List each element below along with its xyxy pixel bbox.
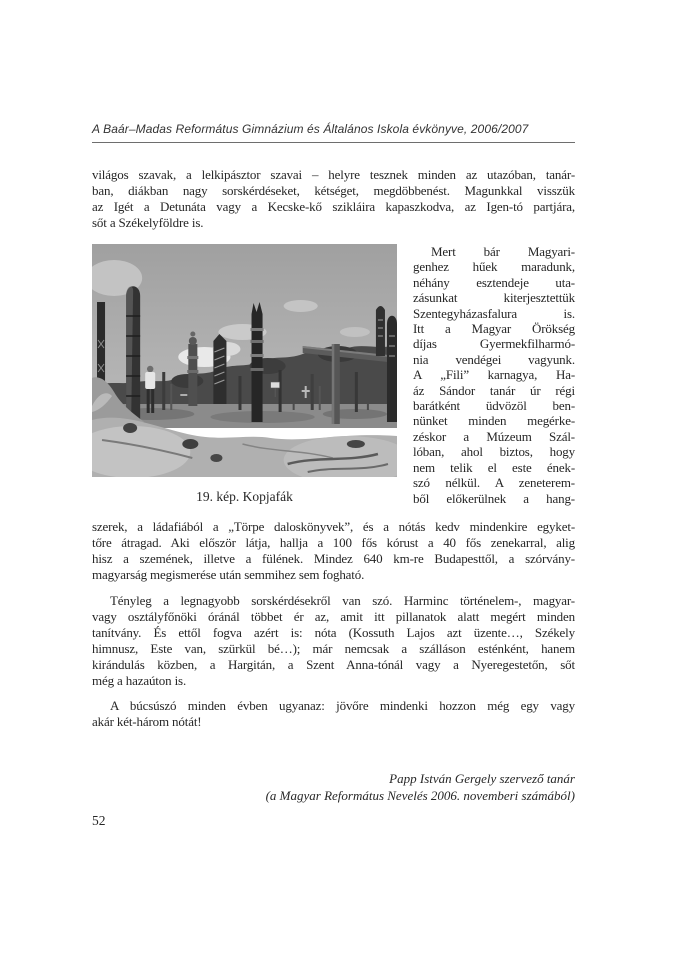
text-line: A „Fili” karnagya, Ha- <box>413 367 575 383</box>
text-line: Mert bár Magyari- <box>431 244 575 259</box>
text-line: az Igét a Detunáta vagy a Kecske-kő szikláira kapaszkodva, az Igen-tó partjára, <box>92 199 575 214</box>
text-line: ban, diákban nagy sorskérdéseket, kétséget, megdöbbenést. Magunkkal visszük <box>92 183 575 198</box>
text-line: áz Sándor tanár úr régi <box>413 382 575 398</box>
text-line: tanítvány. És ettől fogva azért is: nóta (Kossuth Lajos azt üzente…, Székely <box>92 624 575 640</box>
figure-caption: 19. kép. Kopjafák <box>196 489 293 504</box>
text-line: magyarság megismerése után semmihez sem fogható. <box>92 566 365 582</box>
attribution-source: (a Magyar Református Nevelés 2006. novemberi számából) <box>265 787 575 803</box>
text-line: néhány esztendeje uta- <box>413 274 575 290</box>
text-line: szerek, a ládafiából a „Törpe daloskönyvek”, és a nótás kedv mindenkire egyket- <box>92 518 575 534</box>
text-line: sőt a Székelyföldre is. <box>92 215 204 230</box>
text-block <box>92 0 575 804</box>
text-line: zéskor a Múzeum Szál- <box>413 428 575 444</box>
text-line: genhez hűek maradunk, <box>413 259 575 275</box>
text-line: hisz a szemének, illetve a fülének. Mindez 640 km-re Budapesttől, a szórvány- <box>92 550 575 566</box>
text-line: világos szavak, a lelkipásztor szavai – helyre tesznek minden az utazóban, tanár- <box>92 167 575 182</box>
running-header <box>92 122 575 143</box>
running-header-title: A Baár–Madas Református Gimnázium és Általános Iskola évkönyve, 2006/2007 <box>92 122 529 136</box>
text-line: nem telik el este ének- <box>413 459 575 475</box>
attribution <box>92 770 575 804</box>
text-line: lóban, ahol biztos, hogy <box>413 444 575 460</box>
text-line: még a hazaúton is. <box>92 672 187 688</box>
paragraph-bucsuszo <box>92 698 575 730</box>
text-line: ből előkerülnek a hang- <box>413 490 575 506</box>
figure-row <box>92 244 575 506</box>
text-line: Tényleg a legnagyobb sorskérdésekről van szó. Harminc történelem-, magyar- <box>110 592 575 608</box>
text-line: zásunkat kiterjesztettük <box>413 290 575 306</box>
text-line: Szentegyházasfalura is. <box>413 305 575 321</box>
text-line: nünket minden megérke- <box>413 413 575 429</box>
text-line: Itt a Magyar Örökség <box>413 321 575 337</box>
paragraph-sorskerdesek <box>92 593 575 689</box>
text-line: himnusz, Este van, szürkül bé…); már nemcsak a szálláson esténként, hanem <box>92 640 575 656</box>
text-line: szó nélkül. A zeneterem- <box>413 475 575 491</box>
text-line: kirándulás közben, a Hargitán, a Szent Anna-tónál vagy a Nyeregestetőn, sőt <box>92 656 575 672</box>
text-line: tőre átragad. Aki először látja, hallja a 100 fős kórust a 40 fős zenekarral, alig <box>92 534 575 550</box>
side-column <box>413 244 575 506</box>
text-line: barátként üdvözöl ben- <box>413 398 575 414</box>
attribution-author: Papp István Gergely szervező tanár <box>389 770 575 786</box>
page-number: 52 <box>92 813 106 828</box>
paragraph-continuation <box>92 519 575 583</box>
kopjafak-photo <box>92 244 397 477</box>
text-line: vagy osztályfőnöki óránál többet ér az, amit itt pillanatok alatt megért minden <box>92 608 575 624</box>
paragraph-intro <box>92 167 575 231</box>
photo-figure <box>92 244 397 506</box>
text-line: akár két-három nótát! <box>92 713 202 729</box>
text-line: nia vendégei vagyunk. <box>413 351 575 367</box>
text-line: díjas Gyermekfilharmó- <box>413 336 575 352</box>
text-line: A búcsúszó minden évben ugyanaz: jövőre mindenki hozzon még egy vagy <box>110 697 575 713</box>
